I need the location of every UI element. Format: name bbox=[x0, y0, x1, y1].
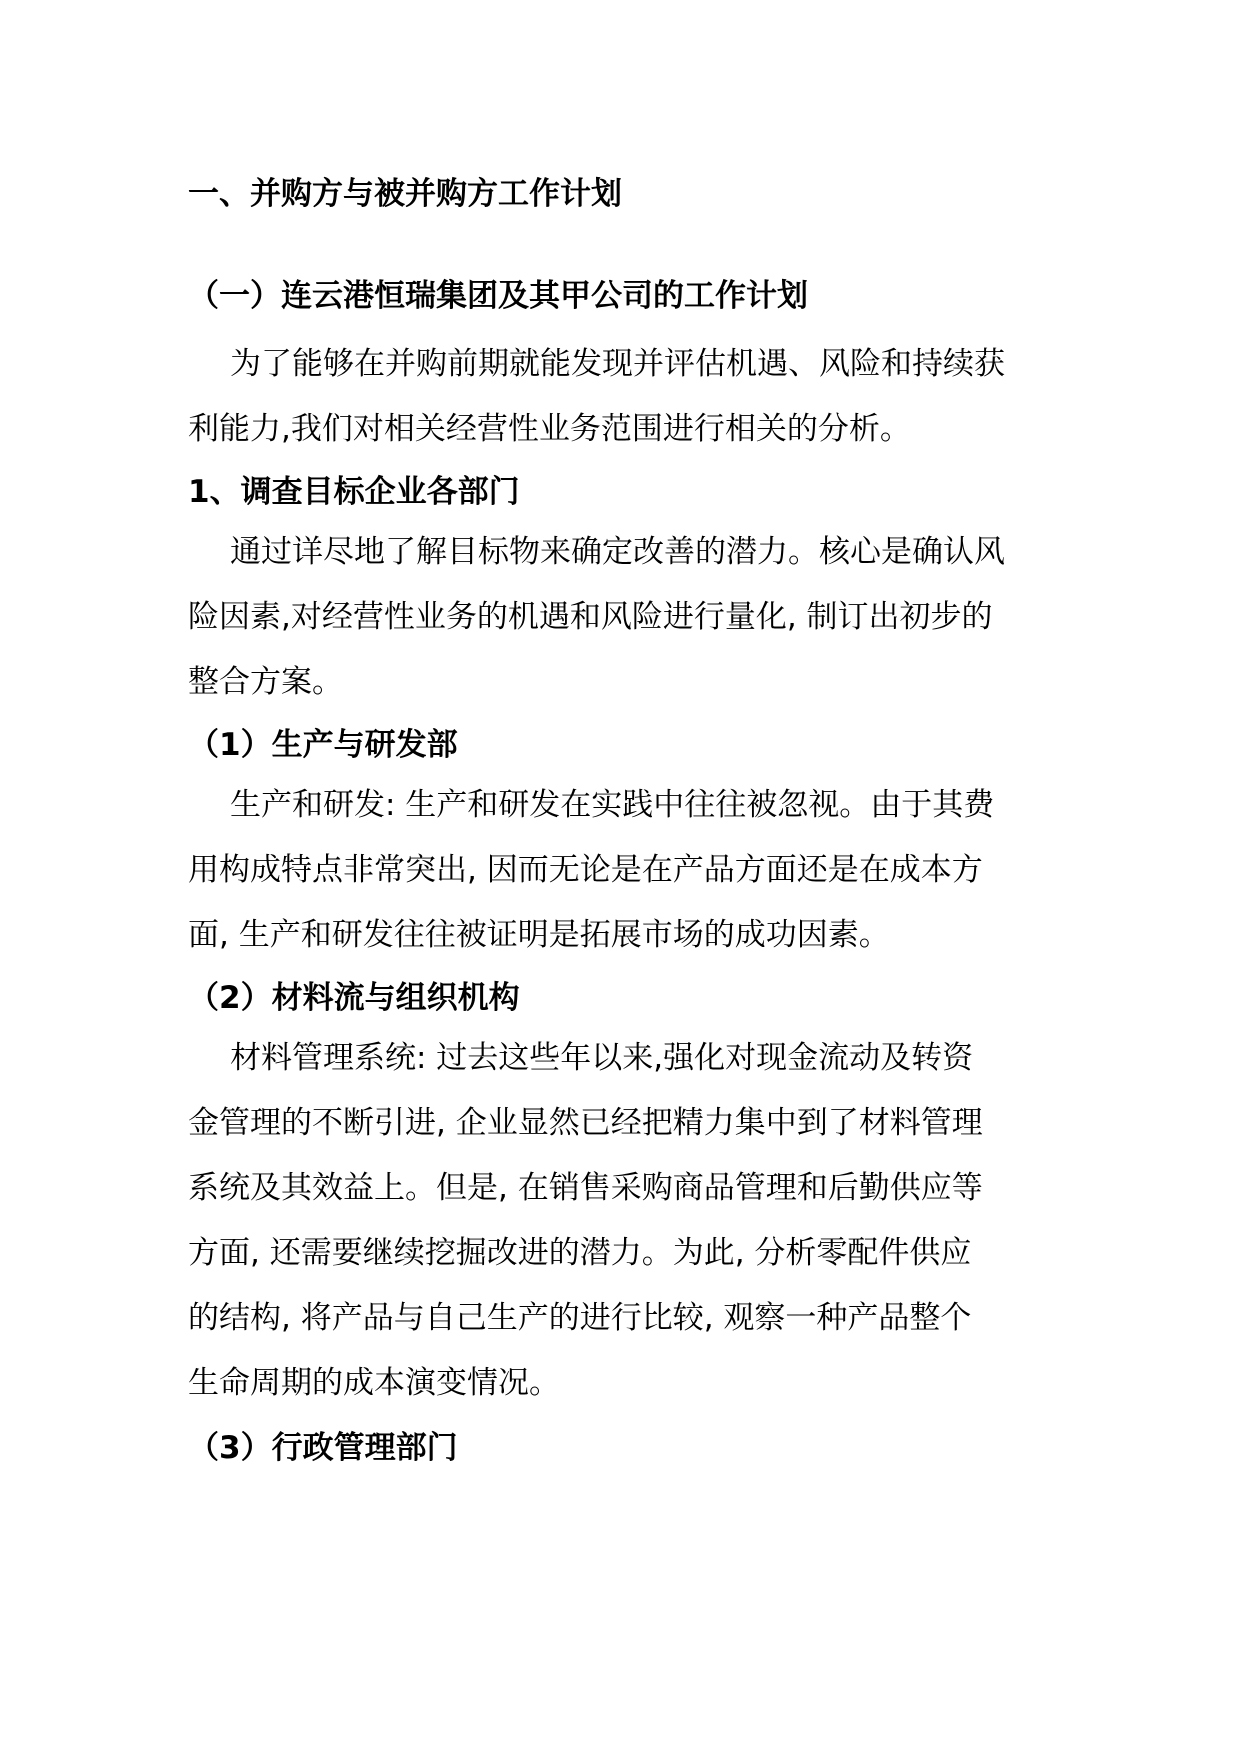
intro-line: 利能力,我们对相关经营性业务范围进行相关的分析。 bbox=[188, 411, 911, 447]
paragraph-line: 险因素,对经营性业务的机遇和风险进行量化, 制订出初步的 bbox=[188, 599, 993, 635]
paragraph-line: 面, 生产和研发往往被证明是拓展市场的成功因素。 bbox=[188, 917, 890, 953]
paragraph-line: 方面, 还需要继续挖掘改进的潜力。为此, 分析零配件供应 bbox=[188, 1235, 972, 1271]
paragraph-line: 的结构, 将产品与自己生产的进行比较, 观察一种产品整个 bbox=[188, 1300, 972, 1336]
paragraph-line: 生命周期的成本演变情况。 bbox=[188, 1365, 560, 1401]
paragraph-line: 整合方案。 bbox=[188, 664, 343, 700]
document-body bbox=[188, 168, 1058, 1476]
intro-paragraph bbox=[188, 332, 1058, 462]
paragraph-line: 金管理的不断引进, 企业显然已经把精力集中到了材料管理 bbox=[188, 1105, 983, 1141]
subsection-2-paragraph bbox=[188, 1026, 1058, 1416]
main-heading: 一、并购方与被并购方工作计划 bbox=[188, 176, 622, 212]
subsection-3-title: （3）行政管理部门 bbox=[188, 1430, 458, 1466]
paragraph-line: 系统及其效益上。但是, 在销售采购商品管理和后勤供应等 bbox=[188, 1170, 983, 1206]
sub-heading: （一）连云港恒瑞集团及其甲公司的工作计划 bbox=[188, 278, 808, 314]
paragraph-line: 材料管理系统: 过去这些年以来,强化对现金流动及转资 bbox=[230, 1040, 974, 1076]
paragraph-line: 通过详尽地了解目标物来确定改善的潜力。核心是确认风 bbox=[230, 534, 1005, 570]
subsection-2-title: （2）材料流与组织机构 bbox=[188, 980, 520, 1016]
paragraph-line: 生产和研发: 生产和研发在实践中往往被忽视。由于其费 bbox=[230, 787, 995, 823]
subsection-1-paragraph bbox=[188, 773, 1058, 968]
intro-line: 为了能够在并购前期就能发现并评估机遇、风险和持续获 bbox=[230, 346, 1005, 382]
section-1-paragraph bbox=[188, 520, 1058, 715]
section-1-title: 1、调查目标企业各部门 bbox=[188, 474, 520, 510]
subsection-1-title: （1）生产与研发部 bbox=[188, 727, 458, 763]
paragraph-line: 用构成特点非常突出, 因而无论是在产品方面还是在成本方 bbox=[188, 852, 983, 888]
